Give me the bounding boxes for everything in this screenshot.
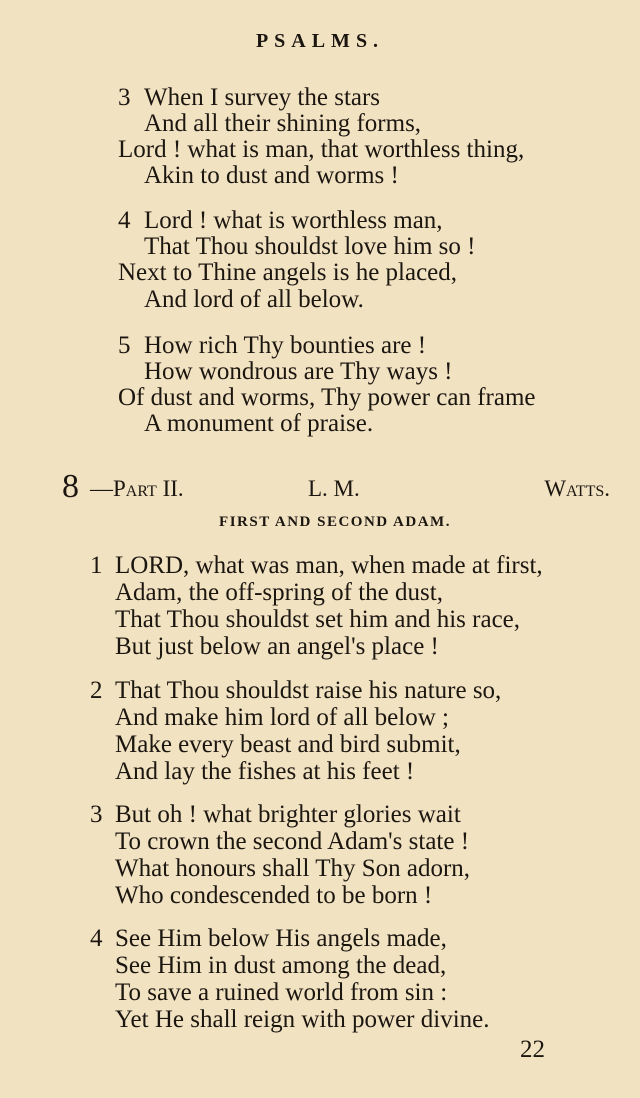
- verse-number: 4: [118, 207, 131, 234]
- verse-line: Next to Thine angels is he placed,: [118, 259, 458, 286]
- verse-line: Who condescended to be born !: [115, 882, 433, 909]
- verse-line: That Thou shouldst love him so !: [144, 233, 476, 260]
- verse-line: And make him lord of all below ;: [115, 704, 449, 731]
- verse-line: What honours shall Thy Son adorn,: [115, 855, 471, 882]
- verse-line: To crown the second Adam's state !: [115, 828, 470, 855]
- verse-line: Akin to dust and worms !: [144, 162, 399, 189]
- hymn-heading: [62, 470, 610, 504]
- hymn-part: —Part II.: [90, 476, 184, 501]
- verse-line: To save a ruined world from sin :: [115, 979, 448, 1006]
- verse-line: Make every beast and bird submit,: [115, 731, 461, 758]
- verse-line: Lord ! what is man, that worthless thing,: [118, 136, 525, 163]
- verse-number: 5: [118, 332, 131, 359]
- verse-line: That Thou shouldst raise his nature so,: [115, 677, 502, 704]
- verse-line: And all their shining forms,: [144, 110, 422, 137]
- verse-number: 2: [90, 677, 103, 704]
- verse-line: How rich Thy bounties are !: [144, 332, 427, 359]
- verse-line: But oh ! what brighter glories wait: [115, 801, 461, 828]
- hymn-subtitle: FIRST AND SECOND ADAM.: [219, 514, 451, 530]
- verse-number: 1: [90, 552, 103, 579]
- verse-line: When I survey the stars: [144, 84, 381, 111]
- verse-line: How wondrous are Thy ways !: [144, 358, 453, 385]
- verse-line: That Thou shouldst set him and his race,: [115, 606, 521, 633]
- page-number: 22: [520, 1036, 545, 1063]
- hymn-meter: L. M.: [308, 476, 360, 501]
- verse-line: LORD, what was man, when made at first,: [115, 552, 543, 579]
- verse-line: See Him below His angels made,: [115, 925, 447, 952]
- verse-line: See Him in dust among the dead,: [115, 952, 447, 979]
- verse-line: And lay the fishes at his feet !: [115, 758, 415, 785]
- verse-line: A monument of praise.: [144, 410, 374, 437]
- hymn-number: 8: [62, 468, 79, 505]
- verse-line: Lord ! what is worthless man,: [144, 207, 443, 234]
- verse-line: But just below an angel's place !: [115, 633, 439, 660]
- verse-line: Of dust and worms, Thy power can frame: [118, 384, 536, 411]
- verse-line: Adam, the off-spring of the dust,: [115, 579, 443, 606]
- verse-line: And lord of all below.: [144, 286, 364, 313]
- hymn-author: Watts.: [544, 476, 610, 501]
- verse-number: 3: [118, 84, 131, 111]
- verse-number: 3: [90, 801, 103, 828]
- verse-line: Yet He shall reign with power divine.: [115, 1006, 490, 1033]
- verse-number: 4: [90, 925, 103, 952]
- running-head: PSALMS.: [255, 30, 385, 52]
